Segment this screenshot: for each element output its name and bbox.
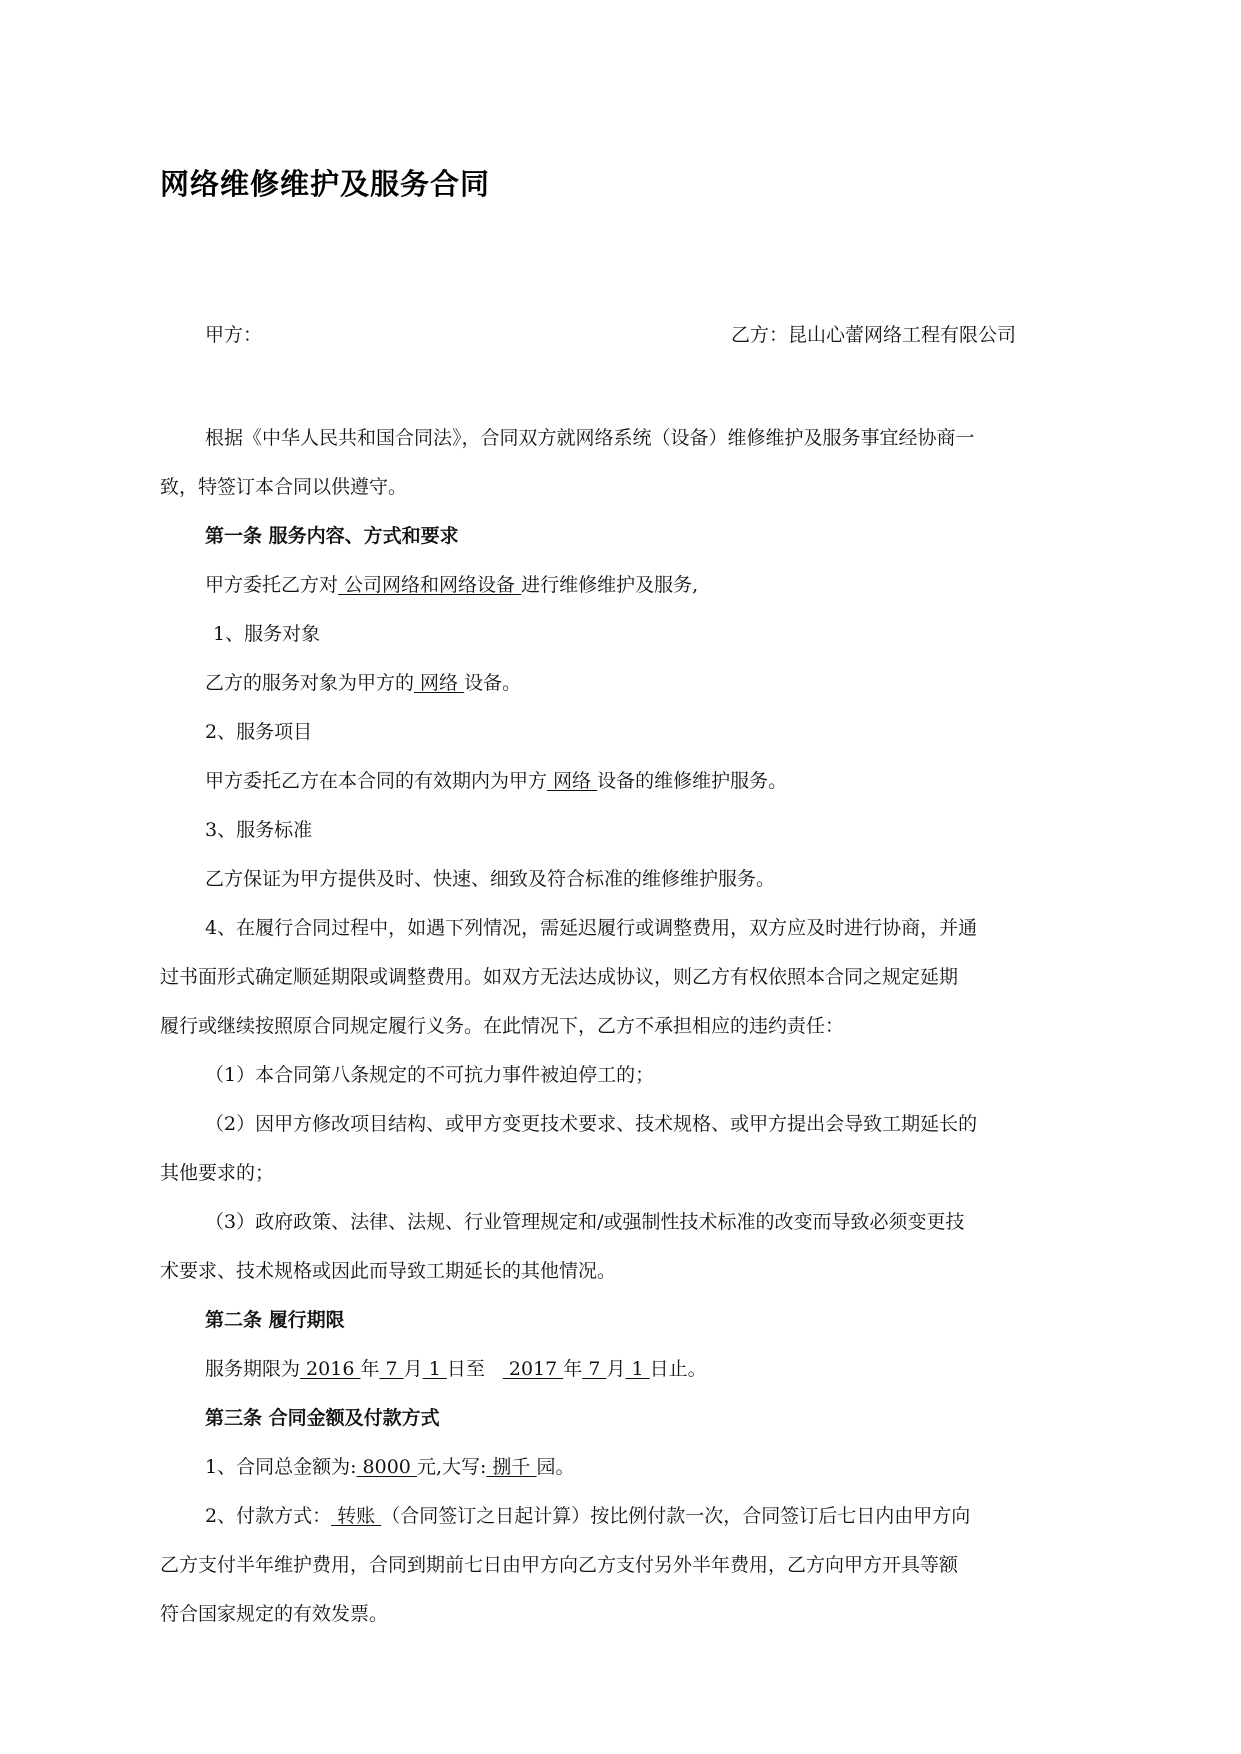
article-3-heading: 第三条 合同金额及付款方式 bbox=[205, 1407, 440, 1429]
service-item-text: 甲方委托乙方在本合同的有效期内为甲方 网络 设备的维修维护服务。 bbox=[205, 770, 788, 792]
start-year-field: 2016 bbox=[300, 1358, 361, 1380]
intro-line: 根据《中华人民共和国合同法》，合同双方就网络系统（设备）维修维护及服务事宜经协商一 bbox=[205, 427, 975, 449]
end-day-field: 1 bbox=[625, 1358, 650, 1380]
amount-upper-field: 捌千 bbox=[486, 1456, 537, 1478]
condition-3-line: （3）政府政策、法律、法规、行业管理规定和/或强制性技术标准的改变而导致必须变更技 bbox=[205, 1211, 965, 1233]
contract-amount: 1、合同总金额为: 8000 元,大写: 捌千 园。 bbox=[205, 1456, 575, 1478]
payment-method-line: 2、付款方式： 转账 （合同签订之日起计算）按比例付款一次，合同签订后七日内由甲方向 bbox=[205, 1505, 971, 1527]
article-1-heading: 第一条 服务内容、方式和要求 bbox=[205, 525, 459, 547]
service-item-title: 2、服务项目 bbox=[205, 721, 313, 743]
service-object-text: 乙方的服务对象为甲方的 网络 设备。 bbox=[205, 672, 522, 694]
parties-row bbox=[0, 320, 1241, 350]
condition-1: （1）本合同第八条规定的不可抗力事件被迫停工的； bbox=[205, 1064, 655, 1086]
contract-title: 网络维修维护及服务合同 bbox=[160, 167, 491, 201]
article-2-heading: 第二条 履行期限 bbox=[205, 1309, 345, 1331]
service-standard-text: 乙方保证为甲方提供及时、快速、细致及符合标准的维修维护服务。 bbox=[205, 868, 776, 890]
start-month-field: 7 bbox=[379, 1358, 404, 1380]
service-scope-field: 公司网络和网络设备 bbox=[338, 574, 522, 596]
start-day-field: 1 bbox=[422, 1358, 447, 1380]
condition-3-line: 术要求、技术规格或因此而导致工期延长的其他情况。 bbox=[160, 1260, 617, 1282]
contract-body bbox=[160, 414, 1089, 1639]
service-object-field: 网络 bbox=[414, 672, 465, 694]
service-standard-title: 3、服务标准 bbox=[205, 819, 313, 841]
payment-method-line: 乙方支付半年维护费用，合同到期前七日由甲方向乙方支付另外半年费用，乙方向甲方开具等额 bbox=[160, 1554, 959, 1576]
party-b-label: 乙方：昆山心蕾网络工程有限公司 bbox=[731, 324, 1017, 346]
payment-method-field: 转账 bbox=[331, 1505, 382, 1527]
party-a-label: 甲方： bbox=[205, 324, 263, 346]
clause-4-line: 4、在履行合同过程中，如遇下列情况，需延迟履行或调整费用，双方应及时进行协商，并通 bbox=[205, 917, 978, 939]
intro-line: 致，特签订本合同以供遵守。 bbox=[160, 476, 408, 498]
clause-4-line: 过书面形式确定顺延期限或调整费用。如双方无法达成协议，则乙方有权依照本合同之规定延期 bbox=[160, 966, 959, 988]
service-object-title: 1、服务对象 bbox=[213, 623, 321, 645]
service-period: 服务期限为 2016 年 7 月 1 日至 2017 年 7 月 1 日止。 bbox=[205, 1358, 707, 1380]
condition-2-line: （2）因甲方修改项目结构、或甲方变更技术要求、技术规格、或甲方提出会导致工期延长的 bbox=[205, 1113, 978, 1135]
payment-method-line: 符合国家规定的有效发票。 bbox=[160, 1603, 389, 1625]
end-month-field: 7 bbox=[582, 1358, 607, 1380]
service-item-field: 网络 bbox=[547, 770, 598, 792]
condition-2-line: 其他要求的； bbox=[160, 1162, 275, 1184]
end-year-field: 2017 bbox=[502, 1358, 564, 1380]
article-1-scope: 甲方委托乙方对 公司网络和网络设备 进行维修维护及服务, bbox=[205, 574, 699, 596]
clause-4-line: 履行或继续按照原合同规定履行义务。在此情况下，乙方不承担相应的违约责任： bbox=[160, 1015, 845, 1037]
amount-field: 8000 bbox=[356, 1456, 417, 1478]
